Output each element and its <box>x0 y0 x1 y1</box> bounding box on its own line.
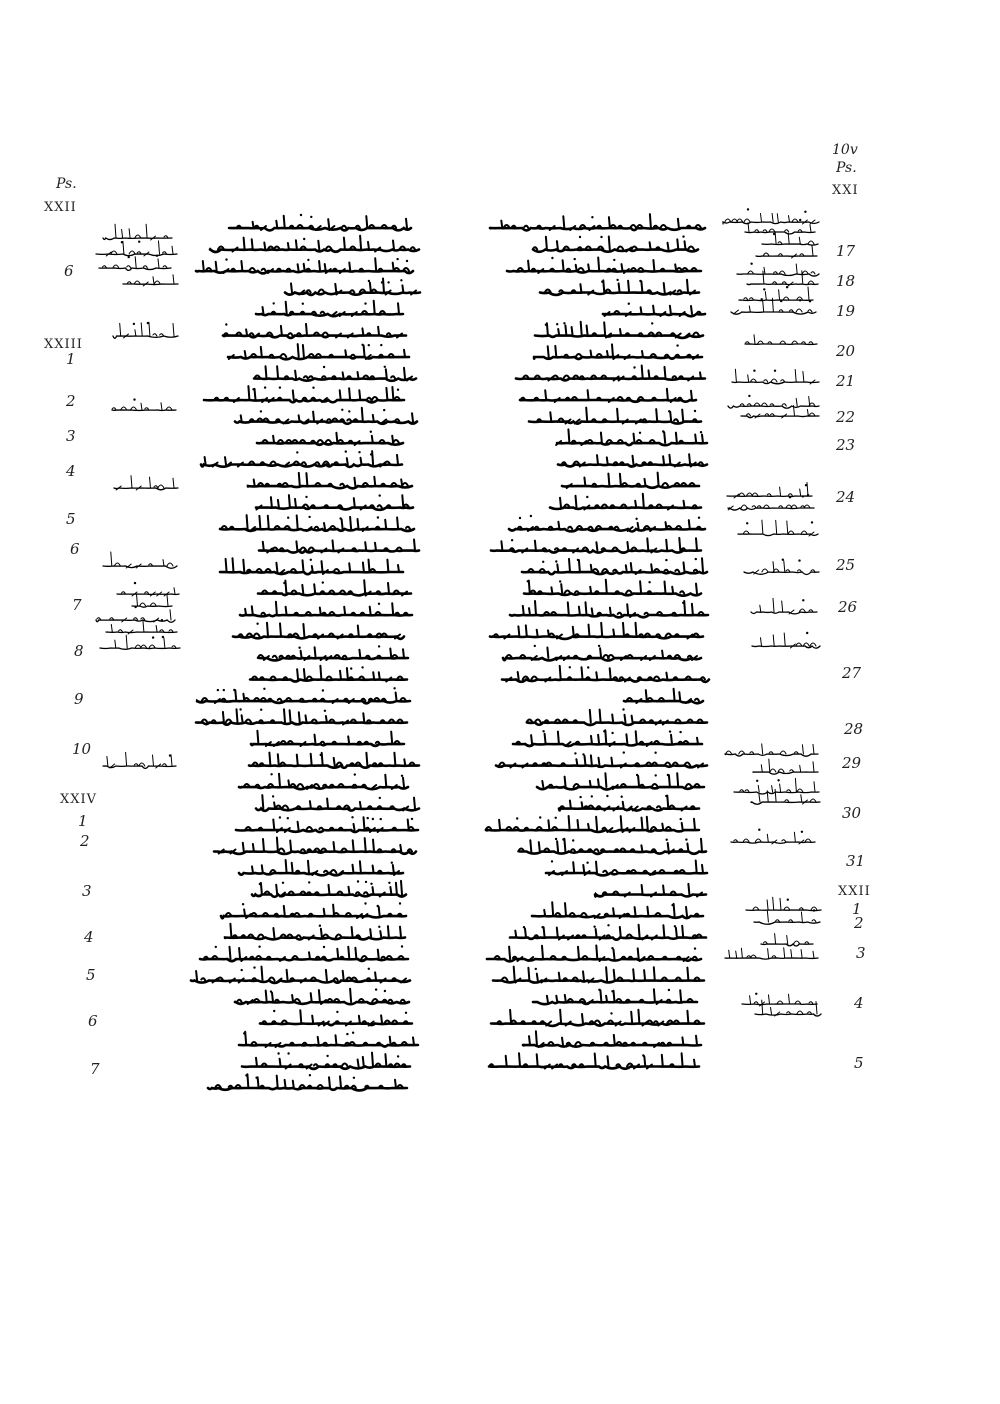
verse-number: 5 <box>854 1054 864 1072</box>
verse-number: 6 <box>64 262 74 280</box>
right-marginal-notes-script <box>723 208 821 1016</box>
psalms-abbrev-left: Ps. <box>56 176 77 192</box>
verse-number: 6 <box>70 540 80 558</box>
verse-number: 5 <box>66 510 76 528</box>
verse-number: 6 <box>88 1012 98 1030</box>
psalm-marker-xxii-right: XXII <box>838 884 871 899</box>
psalm-marker-xxii-left: XXII <box>44 200 77 215</box>
verse-number: 2 <box>854 914 864 932</box>
psalm-marker-xxi-right: XXI <box>832 183 859 198</box>
verse-number: 18 <box>836 272 856 290</box>
verse-number: 25 <box>836 556 856 574</box>
left-main-column-script <box>191 214 420 1091</box>
verse-number: 2 <box>80 832 90 850</box>
right-main-column-script <box>486 214 709 1069</box>
verse-number: 17 <box>836 242 856 260</box>
verse-number: 27 <box>842 664 862 682</box>
verse-number: 20 <box>836 342 856 360</box>
verse-number: 29 <box>842 754 862 772</box>
verse-number: 26 <box>838 598 858 616</box>
verse-number: 30 <box>842 804 862 822</box>
verse-number: 24 <box>836 488 856 506</box>
psalm-marker-xxiv-left: XXIV <box>60 792 98 807</box>
verse-number: 19 <box>836 302 856 320</box>
verse-number: 3 <box>66 427 76 445</box>
verse-number: 23 <box>836 436 856 454</box>
left-marginal-notes-script <box>96 224 180 768</box>
verse-number: 3 <box>82 882 92 900</box>
psalms-abbrev-right: Ps. <box>836 160 857 176</box>
verse-number: 3 <box>856 944 866 962</box>
verse-number: 22 <box>836 408 856 426</box>
verse-number: 31 <box>846 852 866 870</box>
verse-number: 1 <box>66 350 76 368</box>
verse-number: 4 <box>84 928 94 946</box>
verse-number: 8 <box>74 642 84 660</box>
verse-number: 1 <box>78 812 88 830</box>
psalm-marker-xxiii-left: XXIII <box>44 337 83 352</box>
verse-number: 4 <box>66 462 76 480</box>
verse-number: 5 <box>86 966 96 984</box>
verse-number: 4 <box>854 994 864 1012</box>
folio-number: 10v <box>832 142 858 158</box>
verse-number: 7 <box>90 1060 100 1078</box>
verse-number: 10 <box>72 740 92 758</box>
verse-number: 1 <box>852 900 862 918</box>
verse-number: 7 <box>72 596 82 614</box>
verse-number: 2 <box>66 392 76 410</box>
verse-number: 28 <box>844 720 864 738</box>
verse-number: 9 <box>74 690 84 708</box>
verse-number: 21 <box>836 372 856 390</box>
